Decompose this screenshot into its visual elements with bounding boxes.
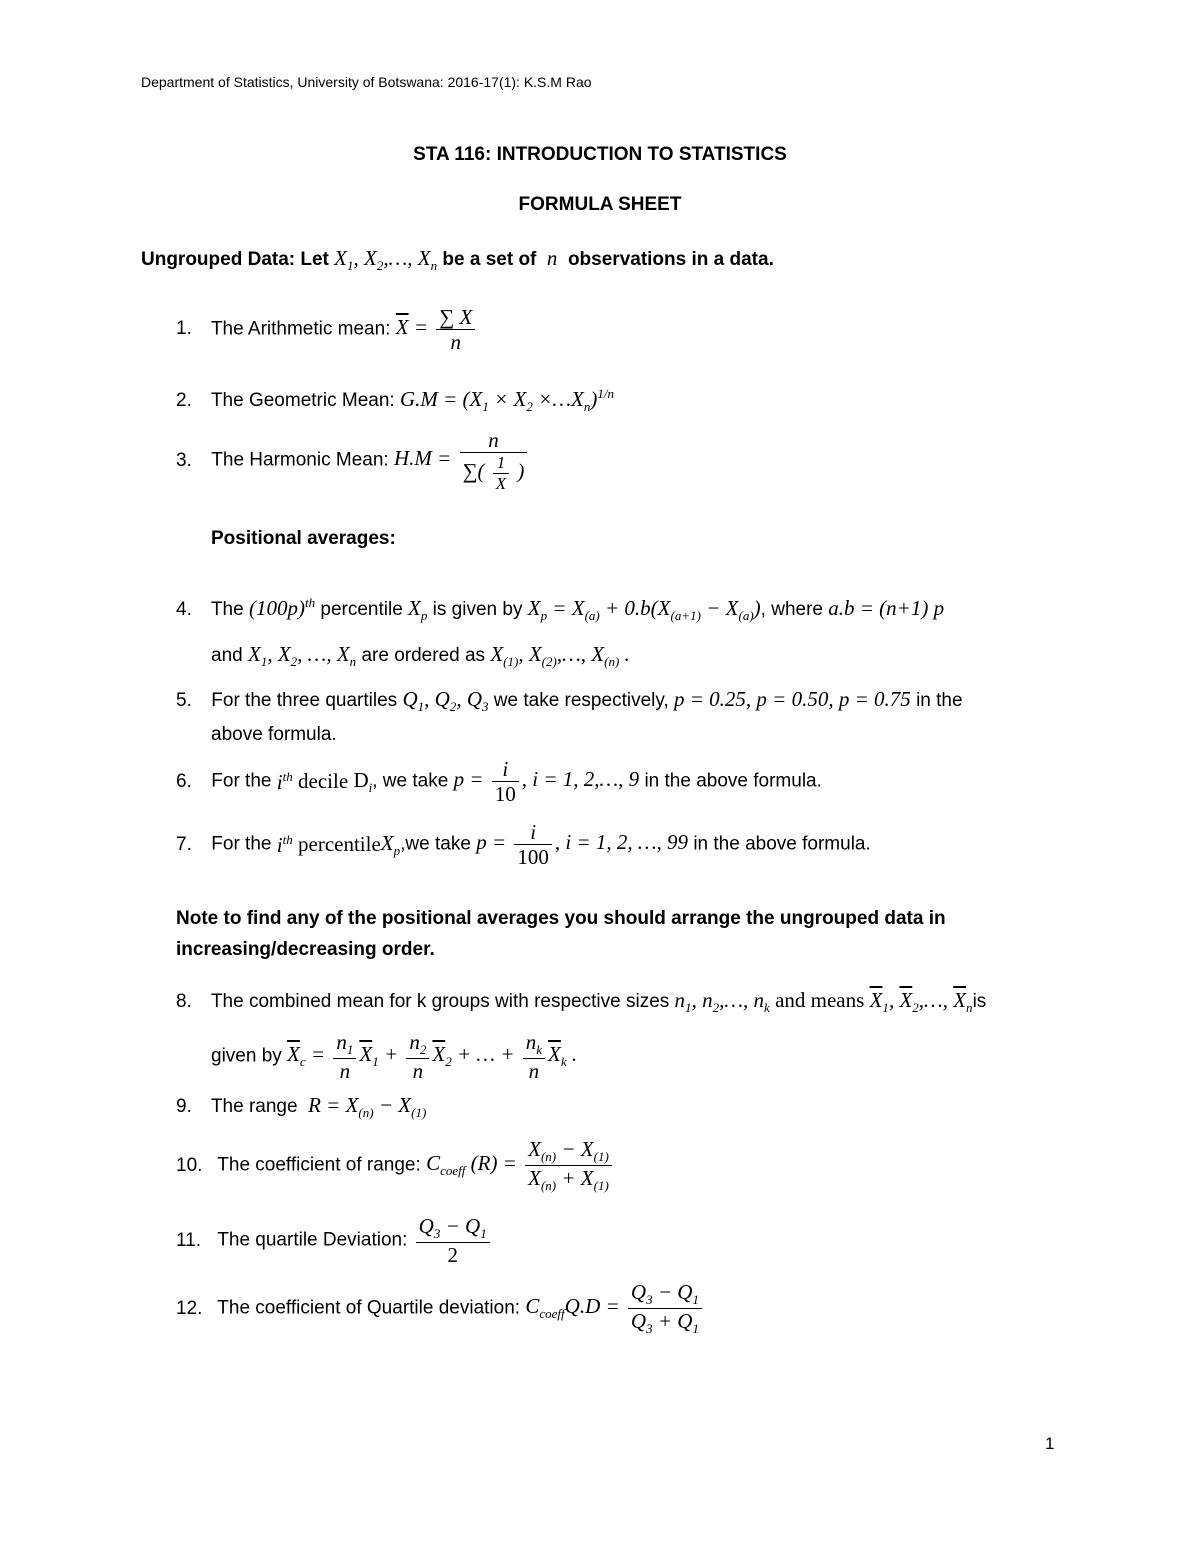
item-percentile-ordering: and $X_1$, $X_2$, …, $X_n$ are ordered as $X_{(1)}$, $X_{(2)},\dots$, $X_{(n)}$ . [211,642,630,670]
harmonic-mean-formula: H.M = n ∑( $\frac{1}{X}$ ) [394,446,530,470]
item-coefficient-of-range: 10. The coefficient of range: $C_{coeff}$ (R) = $\frac{X_{(n)} - X_{(1)}}{X_{(n)} + X_{(1)}}$ [176,1137,615,1194]
arithmetic-mean-label: The Arithmetic mean: [210,318,391,340]
intro-lead: Ungrouped Data: Let [141,249,329,270]
item-geometric-mean: 2. The Geometric Mean: $G.M = (X_1 \times X_2$ $\times\dots X_n)^{1/n}$ [176,386,614,415]
intro-observations-formula: $X_1$, $X_2,\dots$, $X_n$ [334,246,438,274]
item-percentile: 7. For the $i^{th}$ percentileX$_p$,we take p = $\frac{i}{100}$ , i = 1, 2, …, 99 in the above formula. [176,820,871,870]
quartiles-line2: above formula. [211,724,337,745]
document-title: STA 116: INTRODUCTION TO STATISTICS [413,144,787,165]
item-quartile-deviation: 11. The quartile Deviation: $\frac{Q_3 - Q_1}{2}$ [176,1214,493,1267]
note-positional-averages: Note to find any of the positional averages you should arrange the ungrouped data in increasing/decreasing order. [176,908,946,960]
harmonic-mean-label: The Harmonic Mean: [211,449,389,471]
combined-mean-formula: $\overline{X}_c$ = $\frac{n_1}{n}$ $\overline{X}_1$ + $\frac{n_2}{n}$ $\overline{X}_2$ + … + $\frac{n_k}{n}$ $\overline{X}_k$ . [287,1030,578,1084]
item-arithmetic-mean: 1. The Arithmetic mean: $\overline{X}$ = $\frac{\sum X}{n}$ [176,305,478,354]
item-coefficient-of-quartile-deviation: 12. The coefficient of Quartile deviation: $C_{coeff}Q.D$ = $\frac{Q_3 - Q_1}{Q_3 + Q_1}$ [176,1280,705,1337]
intro-tail: observations in a data. [567,249,774,270]
arithmetic-mean-formula: $\overline{X}$ = $\frac{\sum X}{n}$ [396,315,479,339]
combined-mean-formula-line: given by $\overline{X}_c$ = $\frac{n_1}{n}$ $\overline{X}_1$ + $\frac{n_2}{n}$ $\overline{X}_2$ + … + $\frac{n_k}{n}$ $\overline{X}_k$ . [211,1030,578,1084]
positional-averages-heading: Positional averages: [211,528,396,549]
intro-line: Ungrouped Data: Let $X_1$, $X_2,\dots$, $X_n$ be a set of n observations in a data. [141,246,774,274]
item-quartiles: 5. For the three quartiles $Q_1$, $Q_2$, $Q_3$ we take respectively, p = 0.25, p = 0.50, p = 0.75 in the [176,687,963,715]
page-number: 1 [1045,1434,1055,1453]
geometric-mean-label: The Geometric Mean: [210,390,395,411]
document-subtitle: FORMULA SHEET [518,194,682,215]
item-combined-mean: 8. The combined mean for k groups with respective sizes $n_1$, $n_2,\dots$, $n_k$ and means $\overline{X}_1$, $\overline{X}_2,\dots$, $\overline{X}_nis$ [176,988,987,1016]
item-percentile-formula: 4. The $(100p)^{th}$ percentile $X_p$ is given by $X_p = X_{(a)} + 0.b(X_{(a+1)} - X_{(a)})$, where a.b = (n+1) p [176,595,945,624]
page-header: Department of Statistics, University of Botswana: 2016-17(1): K.S.M Rao [141,74,592,90]
item-harmonic-mean: 3. The Harmonic Mean: H.M = n ∑( $\frac{1}{X}$ ) [176,428,530,493]
item-decile: 6. For the $i^{th}$ decile $D_i$, we take p = $\frac{i}{10}$ , i = 1, 2,…, 9 in the above formula. [176,757,822,807]
geometric-mean-formula: $G.M = (X_1 \times X_2$ $\times\dots X_n)^{1/n}$ [399,386,614,415]
item-range: 9. The range $R = X_{(n)} - X_{(1)}$ [176,1093,427,1121]
intro-mid: be a set of [442,249,537,270]
percentile-formula: $X_p = X_{(a)} + 0.b(X_{(a+1)} - X_{(a)})$ [527,596,761,624]
